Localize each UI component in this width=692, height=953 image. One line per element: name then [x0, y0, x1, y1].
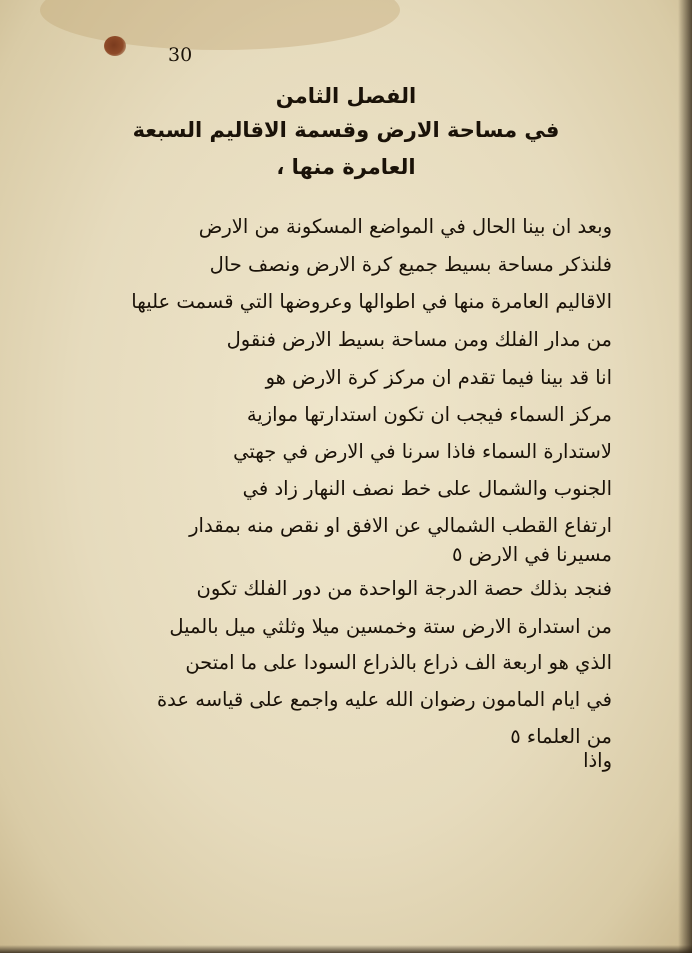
subtitle-line: العامرة منها ، [276, 155, 416, 179]
text-line: في ايام المامون رضوان الله عليه واجمع على قياسه عدة [156, 688, 612, 711]
text-line: الذي هو اربعة الف ذراع بالذراع السودا على ما امتحن [185, 651, 612, 674]
page-stain [40, 0, 400, 50]
text-line: من مدار الفلك ومن مساحة بسيط الارض فنقول [226, 328, 612, 351]
text-line: مسيرنا في الارض ٥ [451, 543, 612, 566]
text-line: ارتفاع القطب الشمالي عن الافق او نقص منه بمقدار [189, 514, 612, 537]
text-line: من العلماء ٥ [510, 725, 612, 748]
page-number: 30 [168, 44, 193, 66]
text-line: فلنذكر مساحة بسيط جميع كرة الارض ونصف حال [209, 253, 612, 276]
text-line: من استدارة الارض ستة وخمسين ميلا وثلثي ميل بالميل [169, 615, 612, 638]
text-line: مركز السماء فيجب ان تكون استدارتها موازية [246, 403, 612, 426]
text-line: لاستدارة السماء فاذا سرنا في الارض في جهتي [233, 440, 612, 463]
ink-spot [104, 36, 126, 56]
text-line: فنجد بذلك حصة الدرجة الواحدة من دور الفلك تكون [196, 577, 612, 600]
text-line: انا قد بينا فيما تقدم ان مركز كرة الارض هو [265, 366, 612, 389]
page-bottom-shadow [0, 945, 692, 953]
subtitle-line: في مساحة الارض وقسمة الاقاليم السبعة [132, 118, 560, 142]
page-edge-shadow [678, 0, 692, 953]
text-line: واذا [583, 749, 612, 772]
chapter-title: الفصل الثامن [275, 84, 417, 108]
text-line: الاقاليم العامرة منها في اطوالها وعروضها التي قسمت عليها [131, 290, 612, 313]
text-line: وبعد ان بينا الحال في المواضع المسكونة من الارض [198, 215, 612, 238]
text-line: الجنوب والشمال على خط نصف النهار زاد في [242, 477, 612, 500]
